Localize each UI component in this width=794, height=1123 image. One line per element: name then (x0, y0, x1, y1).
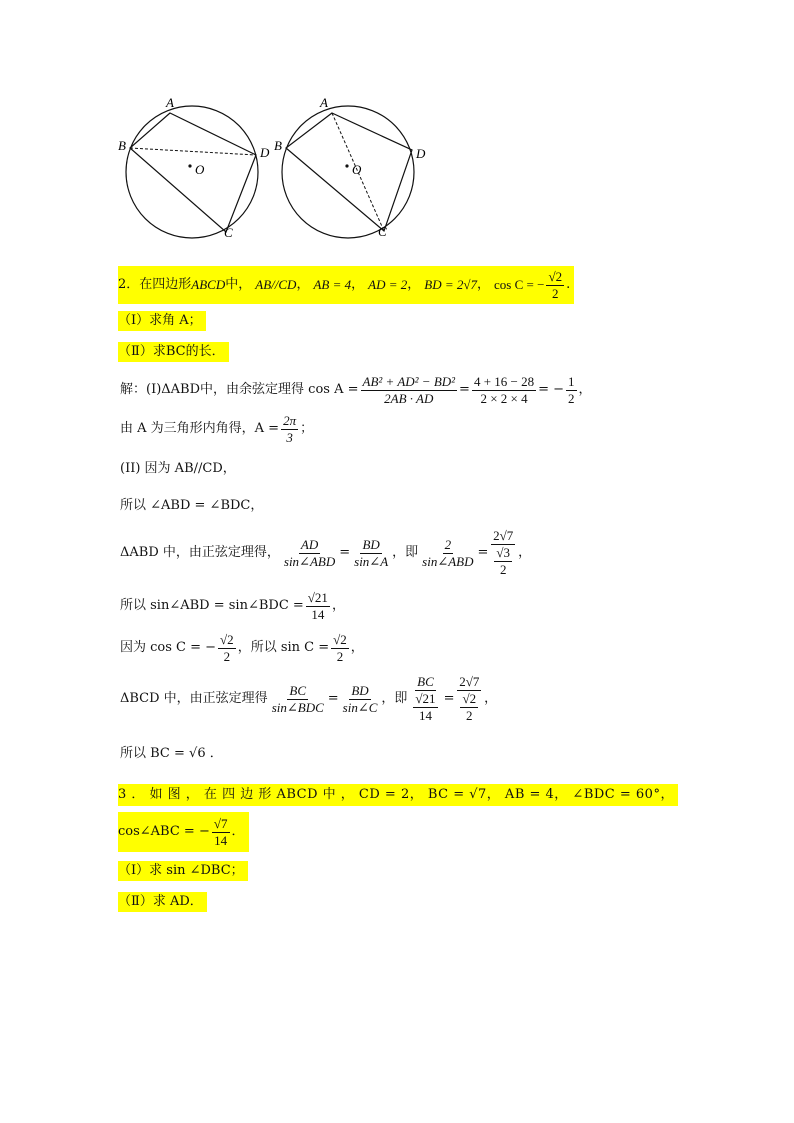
right-center-dot (345, 164, 348, 167)
problem-2-end: . (566, 277, 571, 292)
frac-den: 2AB · AD (384, 390, 434, 406)
sol-l1-end: ， (578, 382, 592, 397)
sol-l8-frac1 (270, 683, 326, 716)
frac-num: √2 (462, 691, 477, 706)
frac-num: √7 (213, 815, 228, 831)
sol-l6-pre: 所以 sin∠ABD = sin∠BDC = (120, 598, 304, 613)
condition-ab: AB = 4 (313, 277, 352, 292)
frac-den (490, 545, 516, 578)
solution-line-8 (120, 670, 497, 728)
frac-den: 2 (499, 562, 507, 577)
frac-den: 2 × 2 × 4 (480, 390, 528, 406)
frac-den: sin∠BDC (271, 699, 324, 715)
sol-l1-pre: 解：(I)ΔABD中，由余弦定理得 cos A = (120, 382, 359, 397)
right-label-b: B (274, 138, 282, 153)
frac-den: 2 (223, 648, 231, 664)
p3-cos-pre: cos∠ABC = − (118, 824, 210, 839)
sol-l7-mid: ，所以 sin C = (237, 640, 330, 655)
sol-l1-frac2 (472, 374, 536, 407)
solution-line-3: (II) 因为 AB//CD， (120, 461, 236, 476)
sol-l5-frac2 (352, 537, 390, 570)
frac-den: 14 (418, 708, 432, 723)
right-figure (274, 95, 426, 239)
solution-line-7 (120, 630, 364, 666)
problem-3-condition-cos (118, 812, 249, 852)
problem-2-text-mid: 中， (225, 277, 252, 292)
right-quadrilateral (286, 113, 412, 231)
sol-l6-frac (306, 590, 330, 623)
problem-2-question-2: （Ⅱ）求BC的长． (118, 342, 229, 362)
geometry-figure (110, 92, 450, 242)
frac-num: 2 (444, 536, 452, 552)
left-diagonal-bd (130, 148, 256, 155)
frac-den: 2 (336, 648, 344, 664)
right-label-o: O (352, 162, 362, 177)
sol-l8-mid: ，即 (381, 691, 408, 706)
sol-l7-frac1 (218, 632, 236, 665)
solution-line-9: 所以 BC = √6 ． (120, 746, 223, 761)
frac-num: BC (289, 682, 307, 698)
solution-line-2 (120, 410, 313, 448)
p3-cos-frac (212, 816, 230, 849)
condition-ab-parallel-cd: AB//CD (255, 277, 297, 292)
condition-bd: BD = 2√7 (424, 277, 477, 292)
sol-l1-frac3 (566, 374, 577, 407)
sol-l2-frac (281, 413, 298, 446)
frac-num: 2√7 (493, 528, 514, 543)
sol-l1-frac1 (361, 374, 458, 407)
frac-num: BD (362, 536, 380, 552)
left-label-b: B (118, 138, 126, 153)
nested-frac (494, 545, 512, 578)
sol-l5-eq: = (339, 545, 351, 560)
sol-l5-eq2: = (477, 545, 489, 560)
sol-l1-eq2: = − (538, 382, 565, 397)
sol-l8-end: ， (484, 691, 498, 706)
problem-2-number: 2． (118, 277, 140, 292)
problem-2-quad: ABCD (191, 277, 226, 292)
condition-cos-c: cos C = − (494, 277, 545, 292)
sol-l8-pre: ΔBCD 中，由正弦定理得 (120, 691, 268, 706)
condition-ad: AD = 2 (368, 277, 408, 292)
sol-l2-pre: 由 A 为三角形内角得，A = (120, 421, 280, 436)
left-circle (126, 106, 258, 238)
nested-frac (460, 691, 478, 724)
frac-den: 14 (311, 606, 325, 622)
sol-l5-frac4 (490, 528, 516, 578)
sol-l7-end: ， (350, 640, 364, 655)
frac-num: √21 (415, 691, 436, 706)
frac-den: sin∠ABD (422, 553, 474, 569)
frac-num: AD (300, 536, 319, 552)
frac-den: 2 (568, 390, 575, 406)
right-label-a: A (320, 95, 328, 110)
frac-num: BC (417, 674, 434, 689)
problem-2-question-1: （Ⅰ）求角 A； (118, 311, 206, 331)
sol-l7-pre: 因为 cos C = − (120, 640, 217, 655)
left-label-d: D (260, 145, 270, 160)
frac-den: 2 (466, 708, 473, 723)
problem-2-statement: 2． 在四边形 ABCD 中， AB//CD ， AB = 4 ， AD = 2 ， BD = 2√7 ， cos C = − $\frac{√2}{2}$ . (118, 266, 574, 304)
sol-l5-frac1 (282, 537, 337, 570)
frac-num: 1 (568, 373, 575, 389)
problem-2-text: 在四边形 (139, 277, 192, 292)
solution-line-5 (120, 524, 531, 582)
problem-3-question-2: （Ⅱ）求 AD． (118, 892, 207, 912)
frac-den (409, 691, 441, 724)
left-label-o: O (195, 162, 205, 177)
frac-num: 2√7 (459, 674, 480, 689)
left-quadrilateral (130, 113, 256, 232)
frac-num: √21 (307, 589, 328, 605)
sol-l5-end: ， (518, 545, 532, 560)
left-center-dot (188, 164, 191, 167)
p3-cos-end: ． (231, 824, 245, 839)
sol-l5-frac3 (420, 537, 475, 570)
sol-l8-eq: = (327, 691, 339, 706)
left-label-c: C (224, 225, 233, 240)
frac-num: √2 (220, 631, 234, 647)
frac-num: AB² + AD² − BD² (362, 373, 456, 389)
right-circle (282, 106, 414, 238)
fraction-sqrt2-over-2 (546, 269, 564, 302)
sol-l1-eq: = (459, 382, 470, 397)
nested-frac (413, 691, 437, 724)
frac-den (456, 691, 482, 724)
sol-l6-end: ， (331, 598, 345, 613)
frac-num: √3 (496, 545, 511, 560)
solution-line-1 (120, 370, 592, 410)
frac-den: 14 (214, 832, 228, 848)
frac-num: 4 + 16 − 28 (473, 373, 535, 389)
frac-den: 3 (286, 429, 293, 445)
sol-l7-frac2 (331, 632, 349, 665)
sol-l2-end: ； (300, 421, 314, 436)
sol-l8-frac2 (341, 683, 380, 716)
left-label-a: A (166, 95, 174, 110)
frac-den: sin∠ABD (283, 553, 336, 569)
frac-num: BD (351, 682, 369, 698)
frac-den: sin∠A (354, 553, 389, 569)
frac-den: sin∠C (342, 699, 378, 715)
frac-num: √2 (548, 268, 563, 284)
right-label-c: C (378, 224, 387, 239)
sol-l8-frac4 (456, 674, 482, 724)
problem-3-question-1: （Ⅰ）求 sin ∠DBC； (118, 861, 248, 881)
sol-l5-pre: ΔABD 中，由正弦定理得， (120, 545, 280, 560)
solution-line-4: 所以 ∠ABD = ∠BDC， (120, 498, 264, 513)
frac-num: √2 (333, 631, 347, 647)
solution-line-6 (120, 588, 345, 624)
sol-l8-eq2: = (443, 691, 455, 706)
right-label-d: D (416, 146, 426, 161)
sol-l5-mid: ，即 (392, 545, 419, 560)
frac-den: 2 (552, 285, 559, 301)
sol-l8-frac3 (409, 674, 441, 724)
frac-num: 2π (283, 412, 297, 428)
problem-3-statement: 3 ． 如 图 ， 在 四 边 形 ABCD 中 ， CD = 2， BC = √7， AB = 4， ∠BDC = 60°， (118, 784, 678, 806)
left-figure (118, 95, 270, 240)
